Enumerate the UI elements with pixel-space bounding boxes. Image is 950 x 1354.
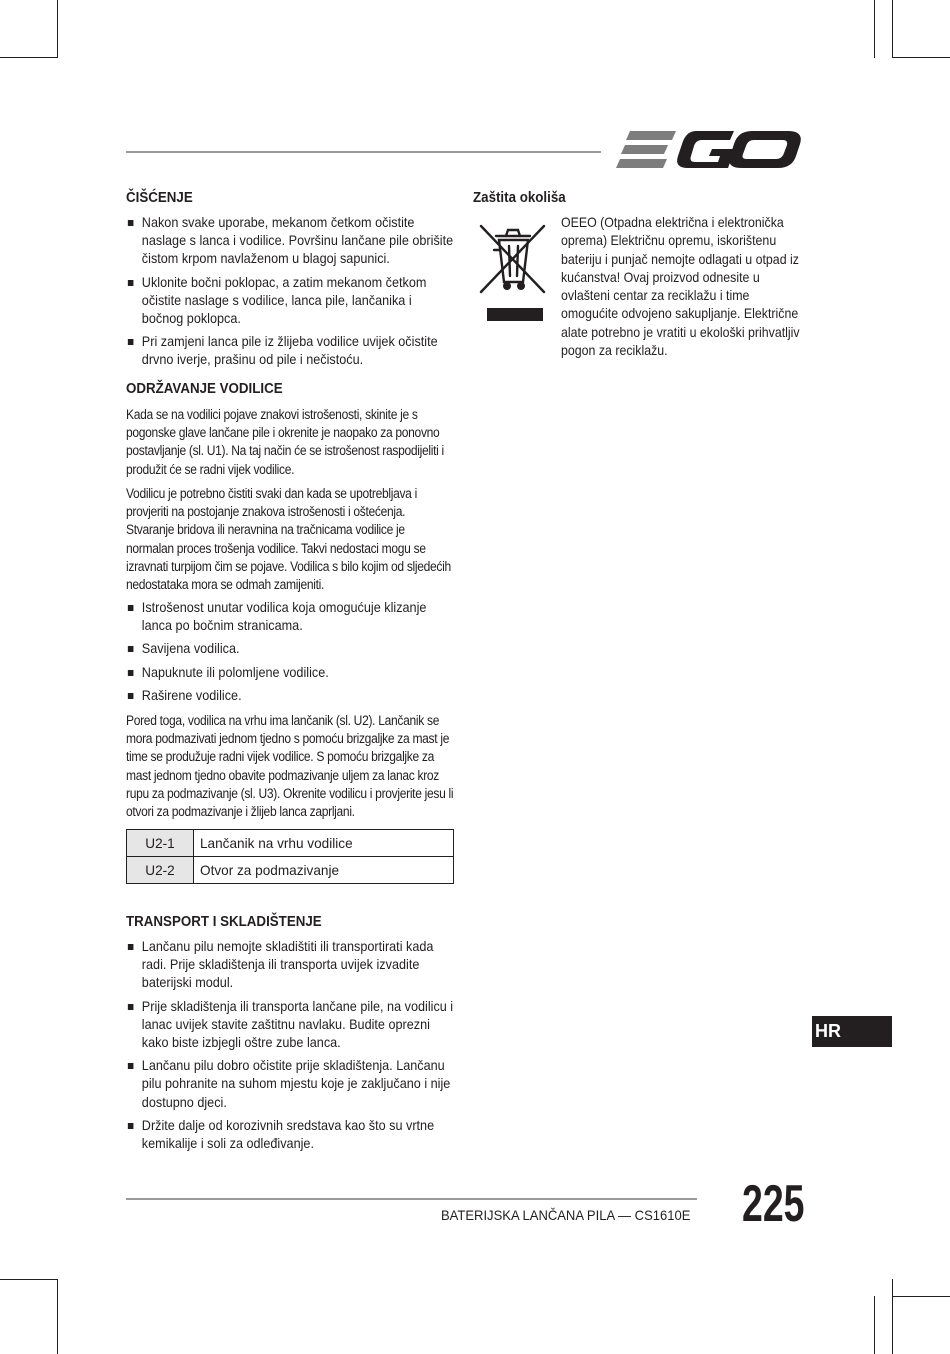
part-code: U2-2 — [127, 857, 194, 884]
guide-maintenance-heading: ODRŽAVANJE VODILICE — [126, 381, 283, 397]
part-label: Otvor za podmazivanje — [194, 857, 454, 884]
list-item: Prije skladištenja ili transporta lančane pile, na vodilicu i lanac uvijek stavite zaštitnu navlaku. Budite oprezni kako biste izbjegli oštre zube lanca. — [126, 998, 454, 1053]
part-label: Lančanik na vrhu vodilice — [194, 830, 454, 857]
page-number: 225 — [742, 1175, 805, 1233]
environment-heading: Zaštita okoliša — [473, 190, 566, 206]
footer-rule — [126, 1198, 697, 1200]
crop-mark — [0, 57, 58, 58]
list-item: Držite dalje od korozivnih sredstava kao što su vrtne kemikalije i soli za odleđivanje. — [126, 1117, 454, 1153]
transport-heading: TRANSPORT I SKLADIŠTENJE — [126, 914, 322, 930]
list-item: Istrošenost unutar vodilica koja omogućuje klizanje lanca po bočnim stranicama. — [126, 599, 454, 635]
crossed-out-wheelie-bin-icon — [478, 220, 548, 324]
table-row — [127, 857, 454, 884]
list-item: Raširene vodilice. — [126, 687, 454, 705]
guide-paragraph-2: Vodilicu je potrebno čistiti svaki dan kada se upotrebljava i provjeriti na postojanje znakova istrošenosti i oštećenja. Stvaranje bridova ili neravnina na tračnicama vodilice je normalan proces trošenja vodilice. Takvi nedostaci mogu se izravnati turpijom čim se pojave. Vodilica s bilo kojim od sljedećih nedostataka mora se odmah zamijeniti. — [126, 486, 451, 593]
list-item: Uklonite bočni poklopac, a zatim mekanom četkom očistite naslage s vodilice, lanca pile, lančanika i bočnog poklopca. — [126, 274, 454, 329]
cleaning-heading: ČIŠĆENJE — [126, 190, 193, 206]
crop-mark — [892, 1296, 950, 1297]
crop-mark — [874, 0, 875, 58]
guide-paragraph-1: Kada se na vodilici pojave znakovi istrošenosti, skinite je s pogonske glave lančane pile i okrenite je naopako za ponovno postavljanje (sl. U1). Na taj način će se istrošenost raspodijeliti i produžit će se radni vijek vodilice. — [126, 407, 444, 477]
list-item: Lančanu pilu dobro očistite prije skladištenja. Lančanu pilu pohranite na suhom mjestu koje je zaključano i nije dostupno djeci. — [126, 1057, 454, 1112]
ego-logo — [616, 126, 802, 174]
table-row — [127, 830, 454, 857]
environment-text: OEEO (Otpadna električna i elektronička oprema) Električnu opremu, iskorištenu bateriju i punjač nemojte odlagati u otpad iz kućanstva! Ovaj proizvod odnesite u ovlašteni centar za reciklažu i time omogućite odvojeno sakupljanje. Električne alate potrebno je vratiti u ekološki prihvatljiv pogon za reciklažu. — [561, 215, 800, 359]
crop-mark — [892, 0, 893, 58]
header-rule — [126, 151, 601, 153]
list-item: Nakon svake uporabe, mekanom četkom očistite naslage s lanca i vodilice. Površinu lančane pile obrišite čistom krpom navlaženom u blagoj sapunici. — [126, 214, 454, 269]
parts-table — [126, 829, 454, 884]
part-code: U2-1 — [127, 830, 194, 857]
list-item: Savijena vodilica. — [126, 640, 454, 658]
crop-mark — [874, 1296, 875, 1354]
list-item: Pri zamjeni lanca pile iz žlijeba vodilice uvijek očistite drvno iverje, prašinu od pile i nečistoću. — [126, 333, 454, 369]
footer-product-name: BATERIJSKA LANČANA PILA — CS1610E — [441, 1207, 691, 1223]
guide-paragraph-3: Pored toga, vodilica na vrhu ima lančanik (sl. U2). Lančanik se mora podmazivati jednom tjedno s pomoću brizgaljke za mast je time se produžuje radni vijek vodilice. S pomoću brizgaljke za mast jednom tjedno obavite podmazivanje uljem za lanac kroz rupu za podmazivanje (sl. U3). Okrenite vodilicu i provjerite jesu li otvori za podmazivanje i žlijeb lanca zaprljani. — [126, 713, 454, 820]
crop-mark — [57, 1279, 58, 1354]
list-item: Lančanu pilu nemojte skladištiti ili transportirati kada radi. Prije skladištenja ili transporta uvijek izvadite baterijski modul. — [126, 938, 454, 993]
transport-list — [126, 938, 479, 1158]
crop-mark — [57, 0, 58, 58]
guide-defects-list — [126, 599, 479, 710]
language-tab: HR — [812, 1016, 892, 1047]
list-item: Napuknute ili polomljene vodilice. — [126, 664, 454, 682]
crop-mark — [892, 1279, 893, 1354]
crop-mark — [0, 1279, 58, 1280]
crop-mark — [892, 57, 950, 58]
cleaning-list — [126, 214, 479, 375]
